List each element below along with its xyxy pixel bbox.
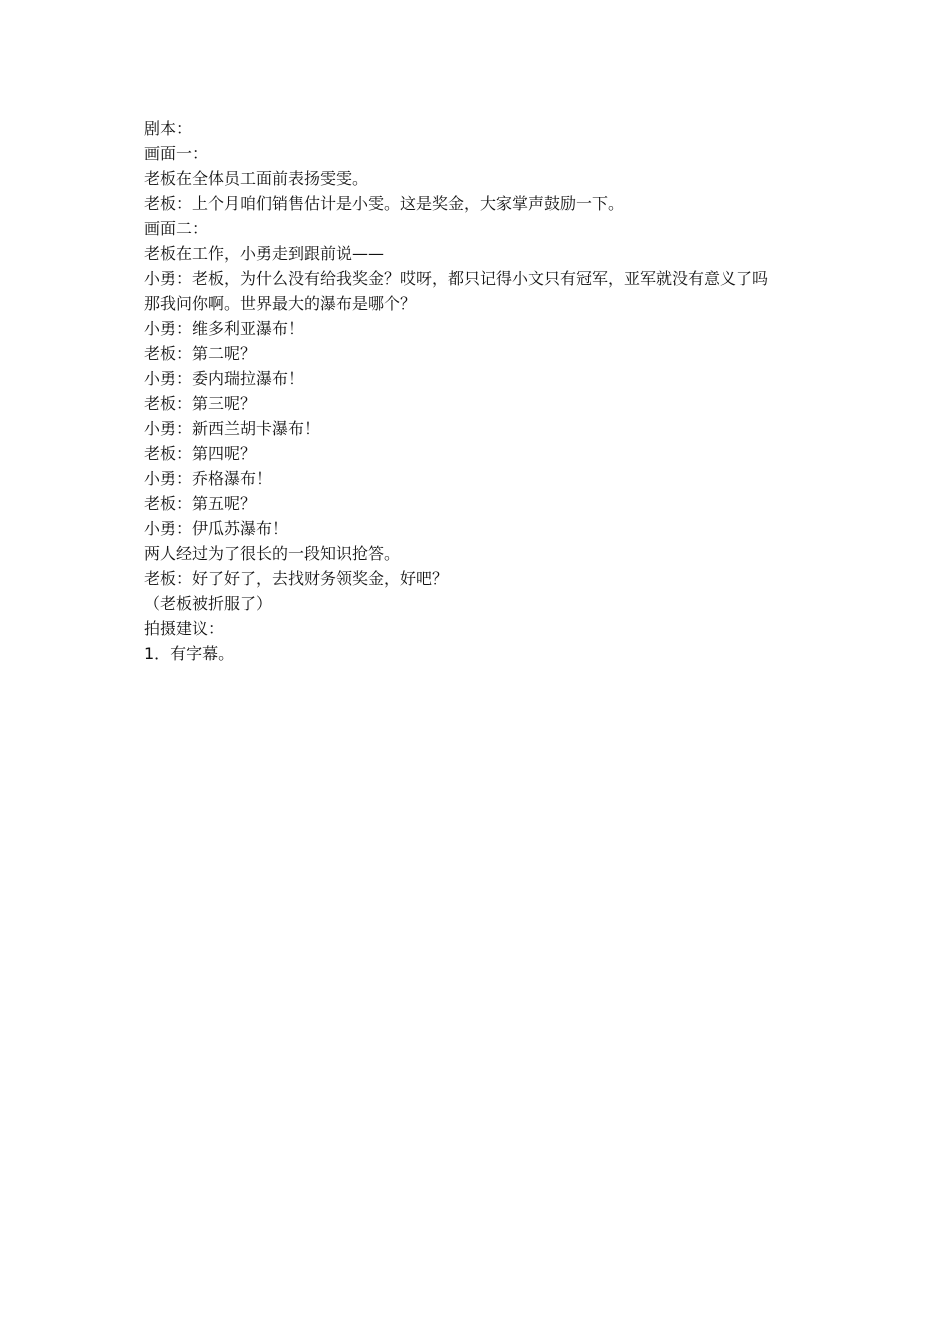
dialogue-line: 老板：好了好了，去找财务领奖金，好吧？ (144, 569, 449, 588)
dialogue-line: 小勇：老板，为什么没有给我奖金？哎呀，都只记得小文只有冠军，亚军就没有意义了吗 (144, 269, 769, 288)
dialogue-line: 小勇：新西兰胡卡瀑布！ (144, 419, 321, 438)
dialogue-line: 小勇：委内瑞拉瀑布！ (144, 369, 305, 388)
scene-two-description: 老板在工作，小勇走到跟前说—— (144, 244, 385, 263)
dialogue-line: 老板：第二呢？ (144, 344, 257, 363)
shooting-suggestions-heading: 拍摄建议： (144, 619, 225, 638)
stage-direction: （老板被折服了） (144, 594, 273, 613)
narration-line: 两人经过为了很长的一段知识抢答。 (144, 544, 401, 563)
suggestion-item: 1．有字幕。 (144, 644, 235, 663)
dialogue-line: 小勇：乔格瀑布！ (144, 469, 273, 488)
dialogue-line: 老板：上个月咱们销售估计是小雯。这是奖金，大家掌声鼓励一下。 (144, 194, 625, 213)
scene-one-description: 老板在全体员工面前表扬雯雯。 (144, 169, 369, 188)
dialogue-line: 小勇：维多利亚瀑布！ (144, 319, 305, 338)
dialogue-line: 老板：第五呢？ (144, 494, 257, 513)
dialogue-line: 那我问你啊。世界最大的瀑布是哪个？ (144, 294, 417, 313)
script-heading: 剧本： (144, 119, 193, 138)
dialogue-line: 小勇：伊瓜苏瀑布！ (144, 519, 289, 538)
dialogue-line: 老板：第四呢？ (144, 444, 257, 463)
scene-one-heading: 画面一： (144, 144, 209, 163)
dialogue-line: 老板：第三呢？ (144, 394, 257, 413)
document-body (144, 116, 824, 666)
scene-two-heading: 画面二： (144, 219, 209, 238)
